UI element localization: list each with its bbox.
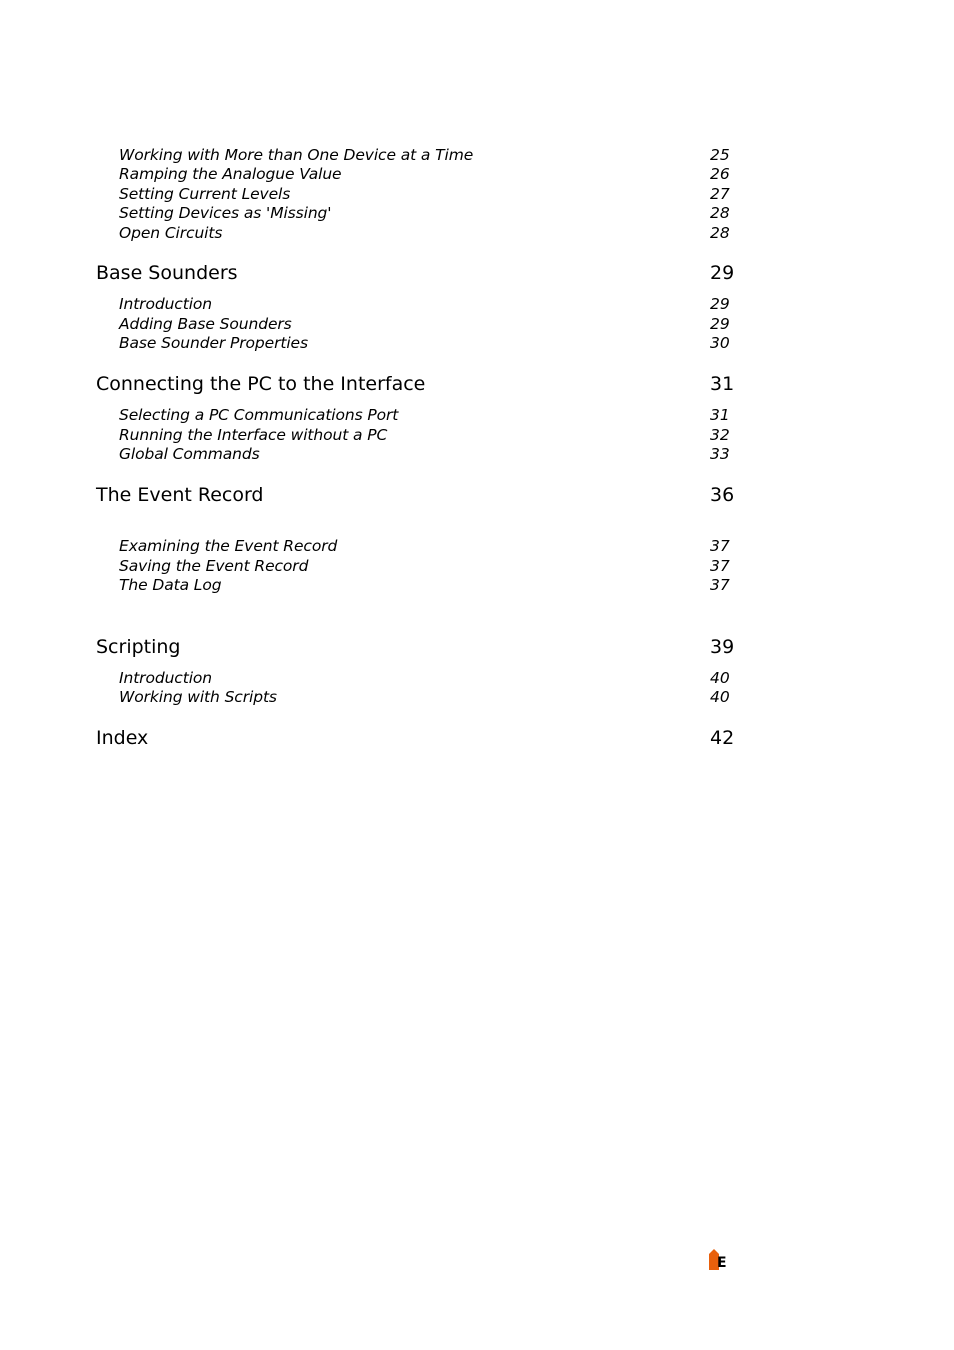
toc-section-title: Scripting	[96, 636, 181, 658]
toc-entry-title: Adding Base Sounders	[119, 315, 292, 333]
toc-section-page: 39	[710, 636, 735, 658]
company-logo-icon	[708, 1248, 730, 1270]
toc-entry-title: Setting Current Levels	[119, 185, 291, 203]
toc-entry-title: Open Circuits	[119, 224, 223, 242]
toc-entry-page: 40	[710, 688, 730, 706]
toc-entry-title: Running the Interface without a PC	[119, 426, 388, 444]
logo-letter: E	[717, 1255, 727, 1270]
toc-entry-page: 28	[710, 204, 730, 222]
toc-entry-title: Base Sounder Properties	[119, 334, 308, 352]
toc-entry-title: Global Commands	[119, 445, 260, 463]
toc-entry-title: Saving the Event Record	[119, 557, 309, 575]
toc-section-title: Index	[96, 727, 149, 749]
toc-entry-title: Introduction	[119, 295, 213, 313]
toc-entry-page: 26	[710, 165, 730, 183]
toc-entry-page: 40	[710, 669, 730, 687]
toc-entry-title: Selecting a PC Communications Port	[119, 406, 399, 424]
toc-section-page: 31	[710, 373, 735, 395]
toc-entry-page: 25	[710, 146, 730, 164]
toc-entry-title: Working with Scripts	[119, 688, 277, 706]
toc-entry-page: 37	[710, 576, 730, 594]
toc-entry-title: Working with More than One Device at a Time	[119, 146, 474, 164]
toc-entry-page: 30	[710, 334, 730, 352]
toc-section-page: 29	[710, 262, 735, 284]
toc-section-title: Base Sounders	[96, 262, 238, 284]
toc-entry-page: 37	[710, 557, 730, 575]
toc-entry-page: 33	[710, 445, 730, 463]
toc-entry-title: Introduction	[119, 669, 213, 687]
toc-entry-page: 37	[710, 537, 730, 555]
toc-entry-title: Setting Devices as 'Missing'	[119, 204, 332, 222]
logo-mark	[708, 1248, 730, 1270]
toc-entry-page: 29	[710, 315, 730, 333]
toc-section-page: 42	[710, 727, 735, 749]
toc-section-title: The Event Record	[96, 484, 264, 506]
toc-entry-page: 27	[710, 185, 730, 203]
toc-entry-page: 31	[710, 406, 730, 424]
toc-entry-title: Ramping the Analogue Value	[119, 165, 342, 183]
toc-entry-page: 32	[710, 426, 730, 444]
toc-entry-title: The Data Log	[119, 576, 222, 594]
toc-section-page: 36	[710, 484, 735, 506]
toc-entry-page: 28	[710, 224, 730, 242]
toc-entry-page: 29	[710, 295, 730, 313]
toc-entry-title: Examining the Event Record	[119, 537, 338, 555]
toc-section-title: Connecting the PC to the Interface	[96, 373, 426, 395]
